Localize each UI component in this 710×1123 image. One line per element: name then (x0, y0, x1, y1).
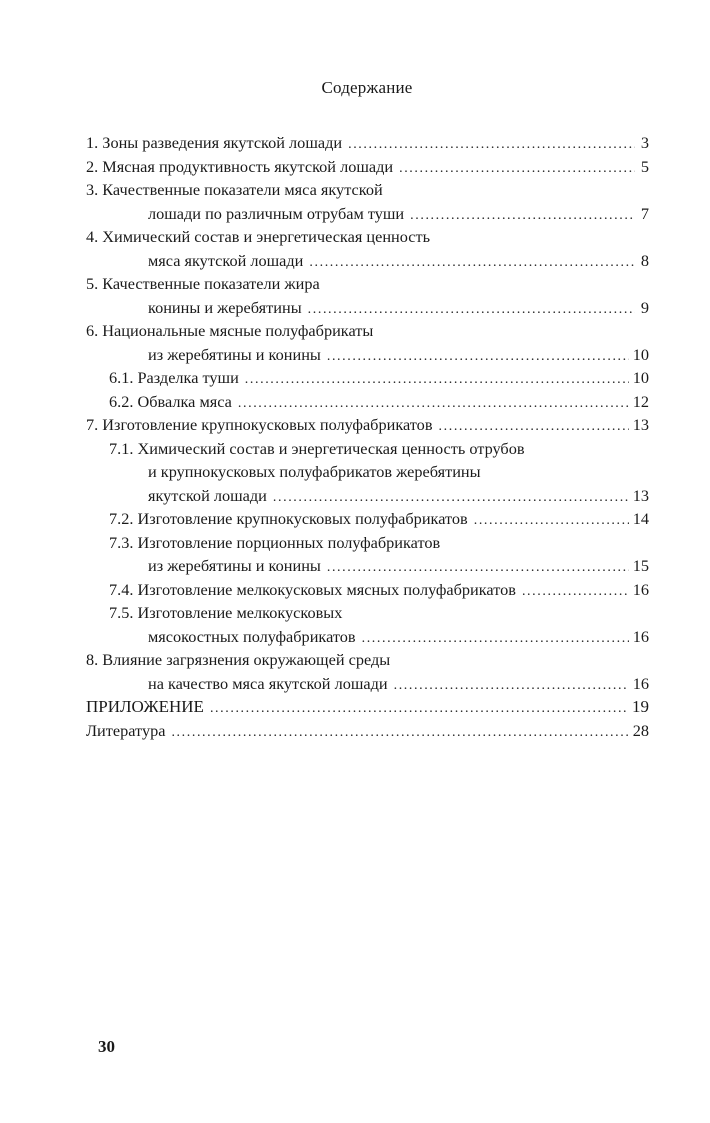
toc-entry-title: ПРИЛОЖЕНИЕ (86, 697, 204, 716)
toc-entry-7-1[interactable] (86, 437, 649, 461)
toc-entry-title: 6.1. Разделка туши (109, 368, 239, 387)
toc-page-number: 14 (632, 509, 649, 528)
toc-page-number: 13 (632, 485, 649, 505)
table-of-contents (86, 131, 649, 742)
toc-page-number: 13 (632, 415, 649, 434)
toc-page-number: 10 (632, 344, 649, 364)
toc-leader (245, 368, 629, 392)
toc-page-number: 7 (640, 203, 649, 223)
toc-entry-5[interactable] (86, 272, 649, 296)
toc-leader (273, 486, 629, 510)
toc-page-number: 16 (632, 626, 649, 646)
toc-entry-title: 6.2. Обвалка мяса (109, 391, 232, 411)
toc-entry-7[interactable] (86, 413, 649, 437)
toc-leader (327, 556, 629, 580)
toc-entry-title: 3. Качественные показатели мяса якутской (86, 180, 383, 199)
toc-leader (171, 721, 628, 745)
toc-entry-6-1[interactable] (86, 366, 649, 390)
toc-entry-title-cont: якутской лошади (148, 485, 267, 505)
toc-entry-title: 2. Мясная продуктивность якутской лошади (86, 156, 394, 176)
toc-entry-3-continuation[interactable] (86, 202, 649, 226)
toc-entry-5-continuation[interactable] (86, 296, 649, 320)
toc-page-number: 16 (632, 579, 649, 599)
toc-entry-7-3-continuation[interactable] (86, 554, 649, 578)
toc-entry-7-2[interactable] (86, 507, 649, 531)
toc-leader (399, 157, 635, 181)
toc-entry-title: 7.3. Изготовление порционных полуфабрикатов (109, 532, 441, 552)
toc-leader (362, 627, 629, 651)
toc-entry-3[interactable] (86, 178, 649, 202)
toc-entry-title: 1. Зоны разведения якутской лошади (86, 133, 343, 152)
toc-entry-title: 7.5. Изготовление мелкокусковых (109, 603, 343, 622)
toc-leader (522, 580, 629, 604)
toc-entry-title-cont: мяса якутской лошади (148, 250, 304, 270)
toc-entry-title-cont: и крупнокусковых полуфабрикатов жеребятины (148, 462, 481, 481)
toc-entry-title-cont: из жеребятины и конины (148, 556, 321, 575)
toc-leader (394, 674, 629, 698)
toc-page-number: 3 (640, 133, 649, 152)
toc-leader (439, 415, 629, 439)
toc-page-number: 9 (640, 297, 649, 317)
toc-entry-7-4[interactable] (86, 578, 649, 602)
page-number: 30 (98, 1037, 115, 1056)
toc-page-number: 5 (640, 156, 649, 176)
toc-leader (327, 345, 629, 369)
toc-entry-8[interactable] (86, 648, 649, 672)
toc-entry-title: 8. Влияние загрязнения окружающей среды (86, 650, 391, 669)
toc-page-number: 15 (632, 556, 649, 575)
toc-entry-title-cont: на качество мяса якутской лошади (148, 673, 388, 693)
toc-leader (410, 204, 635, 228)
toc-leader (308, 298, 635, 322)
toc-entry-title: 7.4. Изготовление мелкокусковых мясных полуфабрикатов (109, 579, 516, 599)
toc-entry-7-3[interactable] (86, 531, 649, 555)
toc-page-number: 10 (632, 368, 649, 387)
toc-entry-8-continuation[interactable] (86, 672, 649, 696)
toc-entry-1[interactable] (86, 131, 649, 155)
toc-leader (348, 133, 635, 157)
toc-leader (210, 697, 628, 721)
toc-entry-7-1-continuation-2[interactable] (86, 484, 649, 508)
toc-entry-2[interactable] (86, 155, 649, 179)
toc-entry-title-cont: конины и жеребятины (148, 297, 302, 317)
toc-entry-4-continuation[interactable] (86, 249, 649, 273)
toc-entry-7-5[interactable] (86, 601, 649, 625)
toc-entry-title: 5. Качественные показатели жира (86, 274, 320, 293)
toc-page-number: 16 (632, 673, 649, 693)
toc-page-number: 19 (632, 697, 649, 716)
toc-page-number: 28 (632, 720, 649, 740)
toc-page-number: 12 (632, 391, 649, 411)
toc-entry-title: 7.2. Изготовление крупнокусковых полуфабрикатов (109, 509, 468, 528)
toc-entry-appendix[interactable] (86, 695, 649, 719)
toc-entry-title-cont: из жеребятины и конины (148, 344, 321, 364)
toc-page-number: 8 (640, 250, 649, 270)
toc-leader (309, 251, 635, 275)
toc-entry-title: 4. Химический состав и энергетическая ценность (86, 227, 431, 246)
toc-entry-7-5-continuation[interactable] (86, 625, 649, 649)
page-title: Содержание (321, 78, 413, 97)
toc-entry-7-1-continuation-1[interactable] (86, 460, 649, 484)
toc-leader (474, 509, 629, 533)
toc-entry-title: 6. Национальные мясные полуфабрикаты (86, 321, 374, 340)
toc-entry-title: 7. Изготовление крупнокусковых полуфабрикатов (86, 415, 433, 434)
toc-entry-6[interactable] (86, 319, 649, 343)
toc-entry-title-cont: мясокостных полуфабрикатов (148, 626, 356, 646)
toc-entry-4[interactable] (86, 225, 649, 249)
toc-entry-literature[interactable] (86, 719, 649, 743)
toc-leader (238, 392, 629, 416)
toc-entry-title-cont: лошади по различным отрубам туши (148, 203, 405, 223)
toc-entry-6-continuation[interactable] (86, 343, 649, 367)
toc-entry-title: Литература (86, 720, 166, 740)
toc-entry-title: 7.1. Химический состав и энергетическая ценность отрубов (109, 438, 525, 458)
toc-entry-6-2[interactable] (86, 390, 649, 414)
